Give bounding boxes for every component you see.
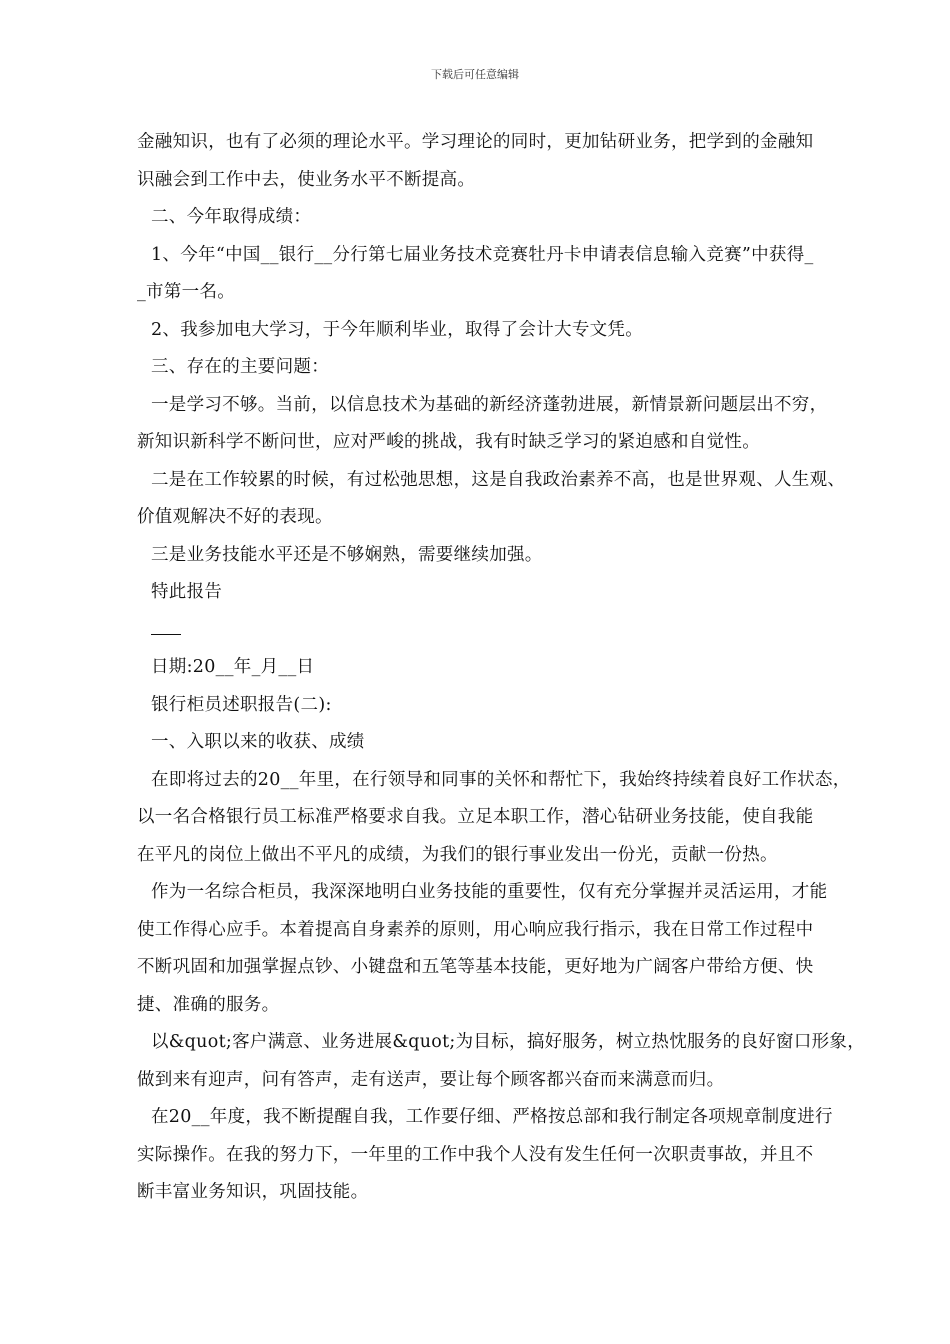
text-line: 做到来有迎声，问有答声，走有送声，要让每个顾客都兴奋而来满意而归。 [137, 1069, 725, 1090]
document-body [137, 124, 897, 1212]
text-line: 1、今年“中国__银行__分行第七届业务技术竞赛牡丹卡申请表信息输入竞赛”中获得_ [151, 244, 814, 265]
text-line: 2、我参加电大学习，于今年顺利毕业，取得了会计大专文凭。 [151, 319, 644, 340]
text-line: 特此报告 [151, 582, 223, 602]
text-line: 以一名合格银行员工标准严格要求自我。立足本职工作，潜心钻研业务技能，使自我能 [137, 807, 814, 827]
text-line: 在平凡的岗位上做出不平凡的成绩，为我们的银行事业发出一份光，贡献一份热。 [137, 844, 778, 865]
text-line: 在即将过去的20__年里，在行领导和同事的关怀和帮忙下，我始终持续着良好工作状态， [151, 769, 851, 790]
text-line: 三、存在的主要问题： [151, 357, 329, 377]
text-line: _市第一名。 [137, 282, 236, 302]
text-line: 识融会到工作中去，使业务水平不断提高。 [137, 169, 476, 190]
text-line: 二、今年取得成绩： [151, 207, 312, 227]
text-line: 不断巩固和加强掌握点钞、小键盘和五笔等基本技能，更好地为广阔客户带给方便、快 [137, 957, 814, 977]
text-line: 断丰富业务知识，巩固技能。 [137, 1182, 369, 1202]
text-line: 在20__年度，我不断提醒自我，工作要仔细、严格按总部和我行制定各项规章制度进行 [151, 1107, 833, 1127]
text-line: 一、入职以来的收获、成绩 [151, 732, 365, 752]
text-line: 二是在工作较累的时候，有过松弛思想，这是自我政治素养不高，也是世界观、人生观、 [151, 469, 846, 490]
text-line: 新知识新科学不断问世，应对严峻的挑战，我有时缺乏学习的紧迫感和自觉性。 [137, 432, 760, 452]
text-line: 实际操作。在我的努力下，一年里的工作中我个人没有发生任何一次职责事故，并且不 [137, 1144, 814, 1165]
text-line: 金融知识，也有了必须的理论水平。学习理论的同时，更加钻研业务，把学到的金融知 [137, 132, 814, 152]
page-header: 下载后可任意编辑 [431, 68, 519, 81]
signature-line [137, 612, 897, 650]
text-line: 价值观解决不好的表现。 [137, 507, 333, 527]
text-line: 一是学习不够。当前，以信息技术为基础的新经济蓬勃进展，新情景新问题层出不穷， [151, 394, 828, 415]
signature-blank [151, 612, 181, 635]
text-line: 以&quot;客户满意、业务进展&quot;为目标，搞好服务，树立热忱服务的良好窗口形象， [151, 1032, 866, 1052]
text-line: 作为一名综合柜员，我深深地明白业务技能的重要性，仅有充分掌握并灵活运用，才能 [151, 882, 828, 902]
text-line: 捷、准确的服务。 [137, 994, 280, 1015]
text-line: 银行柜员述职报告(二): [151, 694, 332, 715]
text-line: 日期:20__年_月__日 [151, 657, 315, 677]
text-line: 三是业务技能水平还是不够娴熟，需要继续加强。 [151, 544, 543, 565]
text-line: 使工作得心应手。本着提高自身素养的原则，用心响应我行指示，我在日常工作过程中 [137, 919, 814, 940]
